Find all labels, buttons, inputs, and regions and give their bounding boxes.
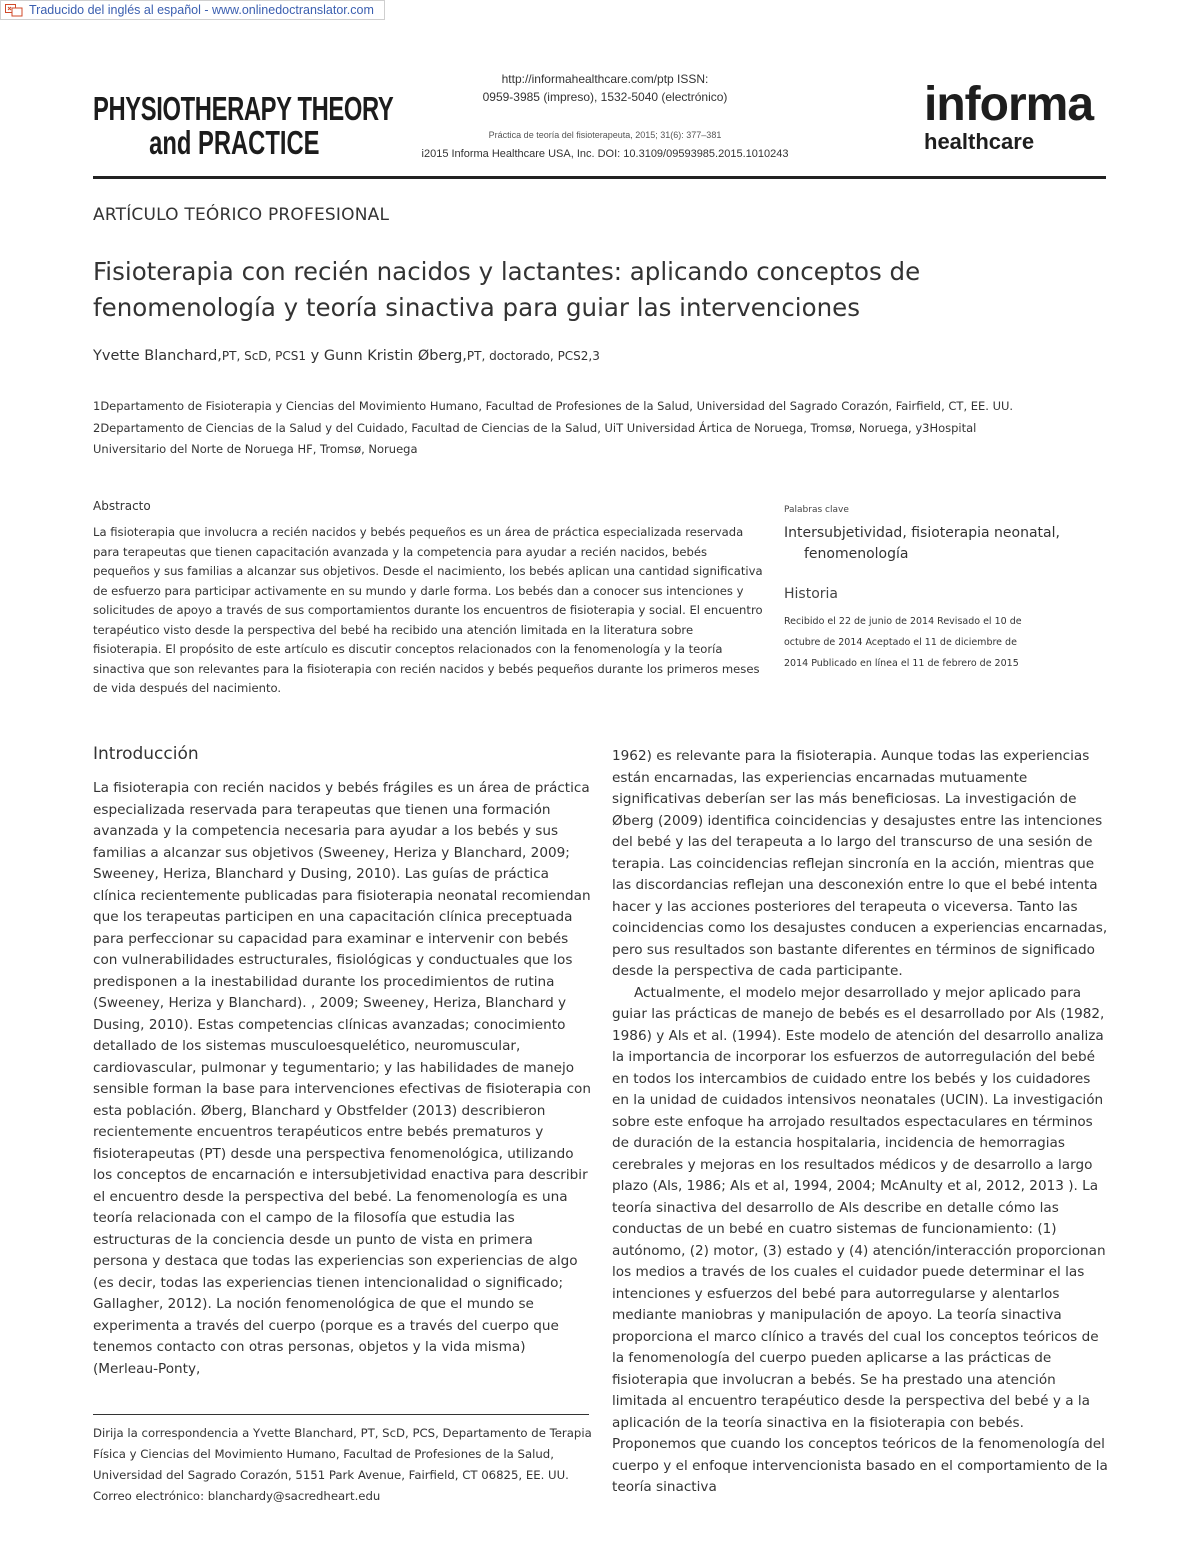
journal-title-line2: and PRACTICE	[149, 124, 320, 161]
keywords-line-2: fenomenología	[804, 546, 909, 562]
history-line-3: 2014 Publicado en línea el 11 de febrero de 2015	[784, 658, 1019, 669]
journal-title	[93, 92, 393, 160]
author-line	[93, 348, 600, 364]
affiliation-1: 1Departamento de Fisioterapia y Ciencias del Movimiento Humano, Facultad de Profesiones de la Salud, Universidad del Sagrado Corazón, Fairfield, CT, EE. UU.	[93, 399, 1014, 413]
translate-icon	[5, 4, 23, 17]
publisher-name: informa	[924, 78, 1094, 131]
history-line-1: Recibido el 22 de junio de 2014 Revisado el 10 de	[784, 616, 1022, 627]
keywords-heading: Palabras clave	[784, 505, 849, 515]
publisher-logo	[924, 80, 1093, 154]
correspondence-footnote: Dirija la correspondencia a Yvette Blanchard, PT, ScD, PCS, Departamento de Terapia Física y Ciencias del Movimiento Humano, Facultad de Profesiones de la Salud, Universidad del Sagrado Corazón, 5151 Park Avenue, Fairfield, CT 06825, EE. UU. Correo electrónico: blanchardy@sacredheart.edu	[93, 1426, 592, 1503]
publisher-sub: healthcare	[924, 129, 1035, 154]
author-2-credentials: PT, doctorado, PCS2,3	[466, 349, 600, 363]
translator-banner-link[interactable]: Traducido del inglés al español - www.onlinedoctranslator.com	[29, 3, 374, 17]
author-1-credentials: PT, ScD, PCS1	[221, 349, 307, 363]
journal-url-issn[interactable]: http://informahealthcare.com/ptp ISSN:	[501, 72, 709, 86]
header-divider	[93, 176, 1106, 179]
article-title: Fisioterapia con recién nacidos y lactantes: aplicando conceptos de fenomenología y teoría sinactiva para guiar las intervenciones	[93, 257, 921, 322]
header-meta	[380, 70, 830, 162]
abstract-heading: Abstracto	[93, 499, 151, 513]
affiliation-2: 2Departamento de Ciencias de la Salud y del Cuidado, Facultad de Ciencias de la Salud, UiT Universidad Ártica de Noruega, Tromsø, Noruega, y3Hospital Universitario del Norte de Noruega HF, Tromsø, Noruega	[93, 421, 977, 456]
right-column-paragraph-2: Actualmente, el modelo mejor desarrollado y mejor aplicado para guiar las prácticas de manejo de bebés es el desarrollado por Als (1982, 1986) y Als et al. (1994). Este modelo de atención del desarrollo analiza la importancia de incorporar los esfuerzos de autorregulación del bebé en todos los intercambios de cuidado entre los bebés y los cuidadores en la unidad de cuidados intensivos neonatales (UCIN). La investigación sobre este enfoque ha arrojado resultados espectaculares en términos de duración de la estancia hospitalaria, incidencia de hemorragias cerebrales y mejoras en los resultados médicos y de desarrollo a largo plazo (Als, 1986; Als et al, 1994, 2004; McAnulty et al, 2012, 2013 ). La teoría sinactiva del desarrollo de Als describe en detalle cómo las conductas de un bebé en cuatro sistemas de funcionamiento: (1) autónomo, (2) motor, (3) estado y (4) atención/interacción proporcionan los medios a través de los cuales el cuidador puede determinar el las intenciones y esfuerzos del bebé para autorregularse y alentarlos mediante maniobras y manipulación de apoyo. La teoría sinactiva proporciona el marco clínico a través del cual los conceptos teóricos de la fenomenología del cuerpo pueden aplicarse a las prácticas de fisioterapia que involucran a bebés. Se ha prestado una atención limitada al encuentro terapéutico desde la perspectiva del bebé y a la aplicación de la teoría sinactiva en la fisioterapia con bebés. Proponemos que cuando los conceptos teóricos de la fenomenología del cuerpo y el enfoque intervencionista basado en el comportamiento de la teoría sinactiva	[612, 984, 1108, 1495]
introduction-right-column	[612, 746, 1110, 1499]
introduction-left-column: La fisioterapia con recién nacidos y bebés frágiles es un área de práctica especializada reservada para terapeutas que tienen una formación avanzada y la competencia necesaria para ayudar a los bebés y sus familias a alcanzar sus objetivos (Sweeney, Heriza y Blanchard, 2009; Sweeney, Heriza, Blanchard y Dusing, 2010). Las guías de práctica clínica recientemente publicadas para fisioterapia neonatal recomiendan que los terapeutas participen en una capacitación clínica preceptuada para perfeccionar su capacidad para examinar e intervenir con bebés con vulnerabilidades estructurales, fisiológicas y conductuales que los predisponen a la inestabilidad durante los procedimientos de rutina (Sweeney, Heriza y Blanchard). , 2009; Sweeney, Heriza, Blanchard y Dusing, 2010). Estas competencias clínicas avanzadas; conocimiento detallado de los sistemas musculoesquelético, neuromuscular, cardiovascular, pulmonar y tegumentario; y las habilidades de manejo sensible forman la base para intervenciones efectivas de fisioterapia con esta población. Øberg, Blanchard y Obstfelder (2013) describieron recientemente encuentros terapéuticos entre bebés prematuros y fisioterapeutas (PT) desde una perspectiva fenomenológica, utilizando los conceptos de encarnación e intersubjetividad enactiva para describir el encuentro desde la perspectiva del bebé. La fenomenología es una teoría relacionada con el campo de la filosofía que estudia las estructuras de la conciencia desde un punto de vista en primera persona y destaca que todas las experiencias son experiencias de algo (es decir, todas las experiencias tienen intencionalidad o significado; Gallagher, 2012). La noción fenomenológica de que el mundo se experimenta a través del cuerpo (porque es a través del cuerpo que tenemos contacto con otras personas, objetos y la vida misma) (Merleau-Ponty,	[93, 780, 591, 1377]
keywords-line-1: Intersubjetividad, fisioterapia neonatal,	[784, 525, 1060, 541]
doi-line: i2015 Informa Healthcare USA, Inc. DOI: 10.3109/09593985.2015.1010243	[421, 148, 789, 160]
article-type: ARTÍCULO TEÓRICO PROFESIONAL	[93, 205, 390, 225]
right-column-paragraph-1: 1962) es relevante para la fisioterapia. Aunque todas las experiencias están encarnadas, las experiencias encarnadas mutuamente significativas deberían ser las más beneficiosas. La investigación de Øberg (2009) identifica coincidencias y desajustes entre las intenciones del bebé y las del terapeuta a lo largo del transcurso de una sesión de terapia. Las coincidencias reflejan sincronía en la acción, mientras que las discordancias reflejan una desconexión entre lo que el bebé intenta hacer y las acciones posteriores del terapeuta o viceversa. Tanto las coincidencias como los desajustes conducen a experiencias encarnadas, pero sus resultados son bastante diferentes en términos de significado desde la perspectiva de cada participante.	[612, 748, 1108, 979]
history-dates	[784, 611, 1044, 674]
journal-issn-line: 0959-3985 (impreso), 1532-5040 (electrónico)	[482, 90, 728, 104]
journal-citation: Práctica de teoría del fisioterapeuta, 2015; 31(6): 377–381	[488, 130, 722, 140]
keywords-list	[784, 523, 1104, 565]
history-heading: Historia	[784, 586, 838, 602]
footnote-divider	[93, 1414, 589, 1415]
history-line-2: octubre de 2014 Aceptado el 11 de diciembre de	[784, 637, 1017, 648]
author-2-name: y Gunn Kristin Øberg,	[310, 348, 467, 364]
introduction-heading: Introducción	[93, 744, 199, 764]
translator-banner[interactable]	[0, 0, 385, 20]
author-1-name: Yvette Blanchard,	[93, 348, 222, 364]
journal-title-line1: PHYSIOTHERAPY THEORY	[93, 90, 394, 127]
abstract-body: La fisioterapia que involucra a recién nacidos y bebés pequeños es un área de práctica especializada reservada para terapeutas que tienen capacitación avanzada y la competencia para ayudar a recién nacidos, bebés pequeños y sus familias a alcanzar sus objetivos. Desde el nacimiento, los bebés aplican una cantidad significativa de esfuerzo para participar activamente en su mundo y darle forma. Los bebés dan a conocer sus intenciones y solicitudes de apoyo a través de sus comportamientos durante los encuentros de fisioterapia y social. El encuentro terapéutico visto desde la perspectiva del bebé ha recibido una atención limitada en la literatura sobre fisioterapia. El propósito de este artículo es discutir conceptos relacionados con la fenomenología y la teoría sinactiva que son relevantes para la fisioterapia con recién nacidos y bebés pequeños durante los primeros meses de vida después del nacimiento.	[93, 525, 763, 695]
